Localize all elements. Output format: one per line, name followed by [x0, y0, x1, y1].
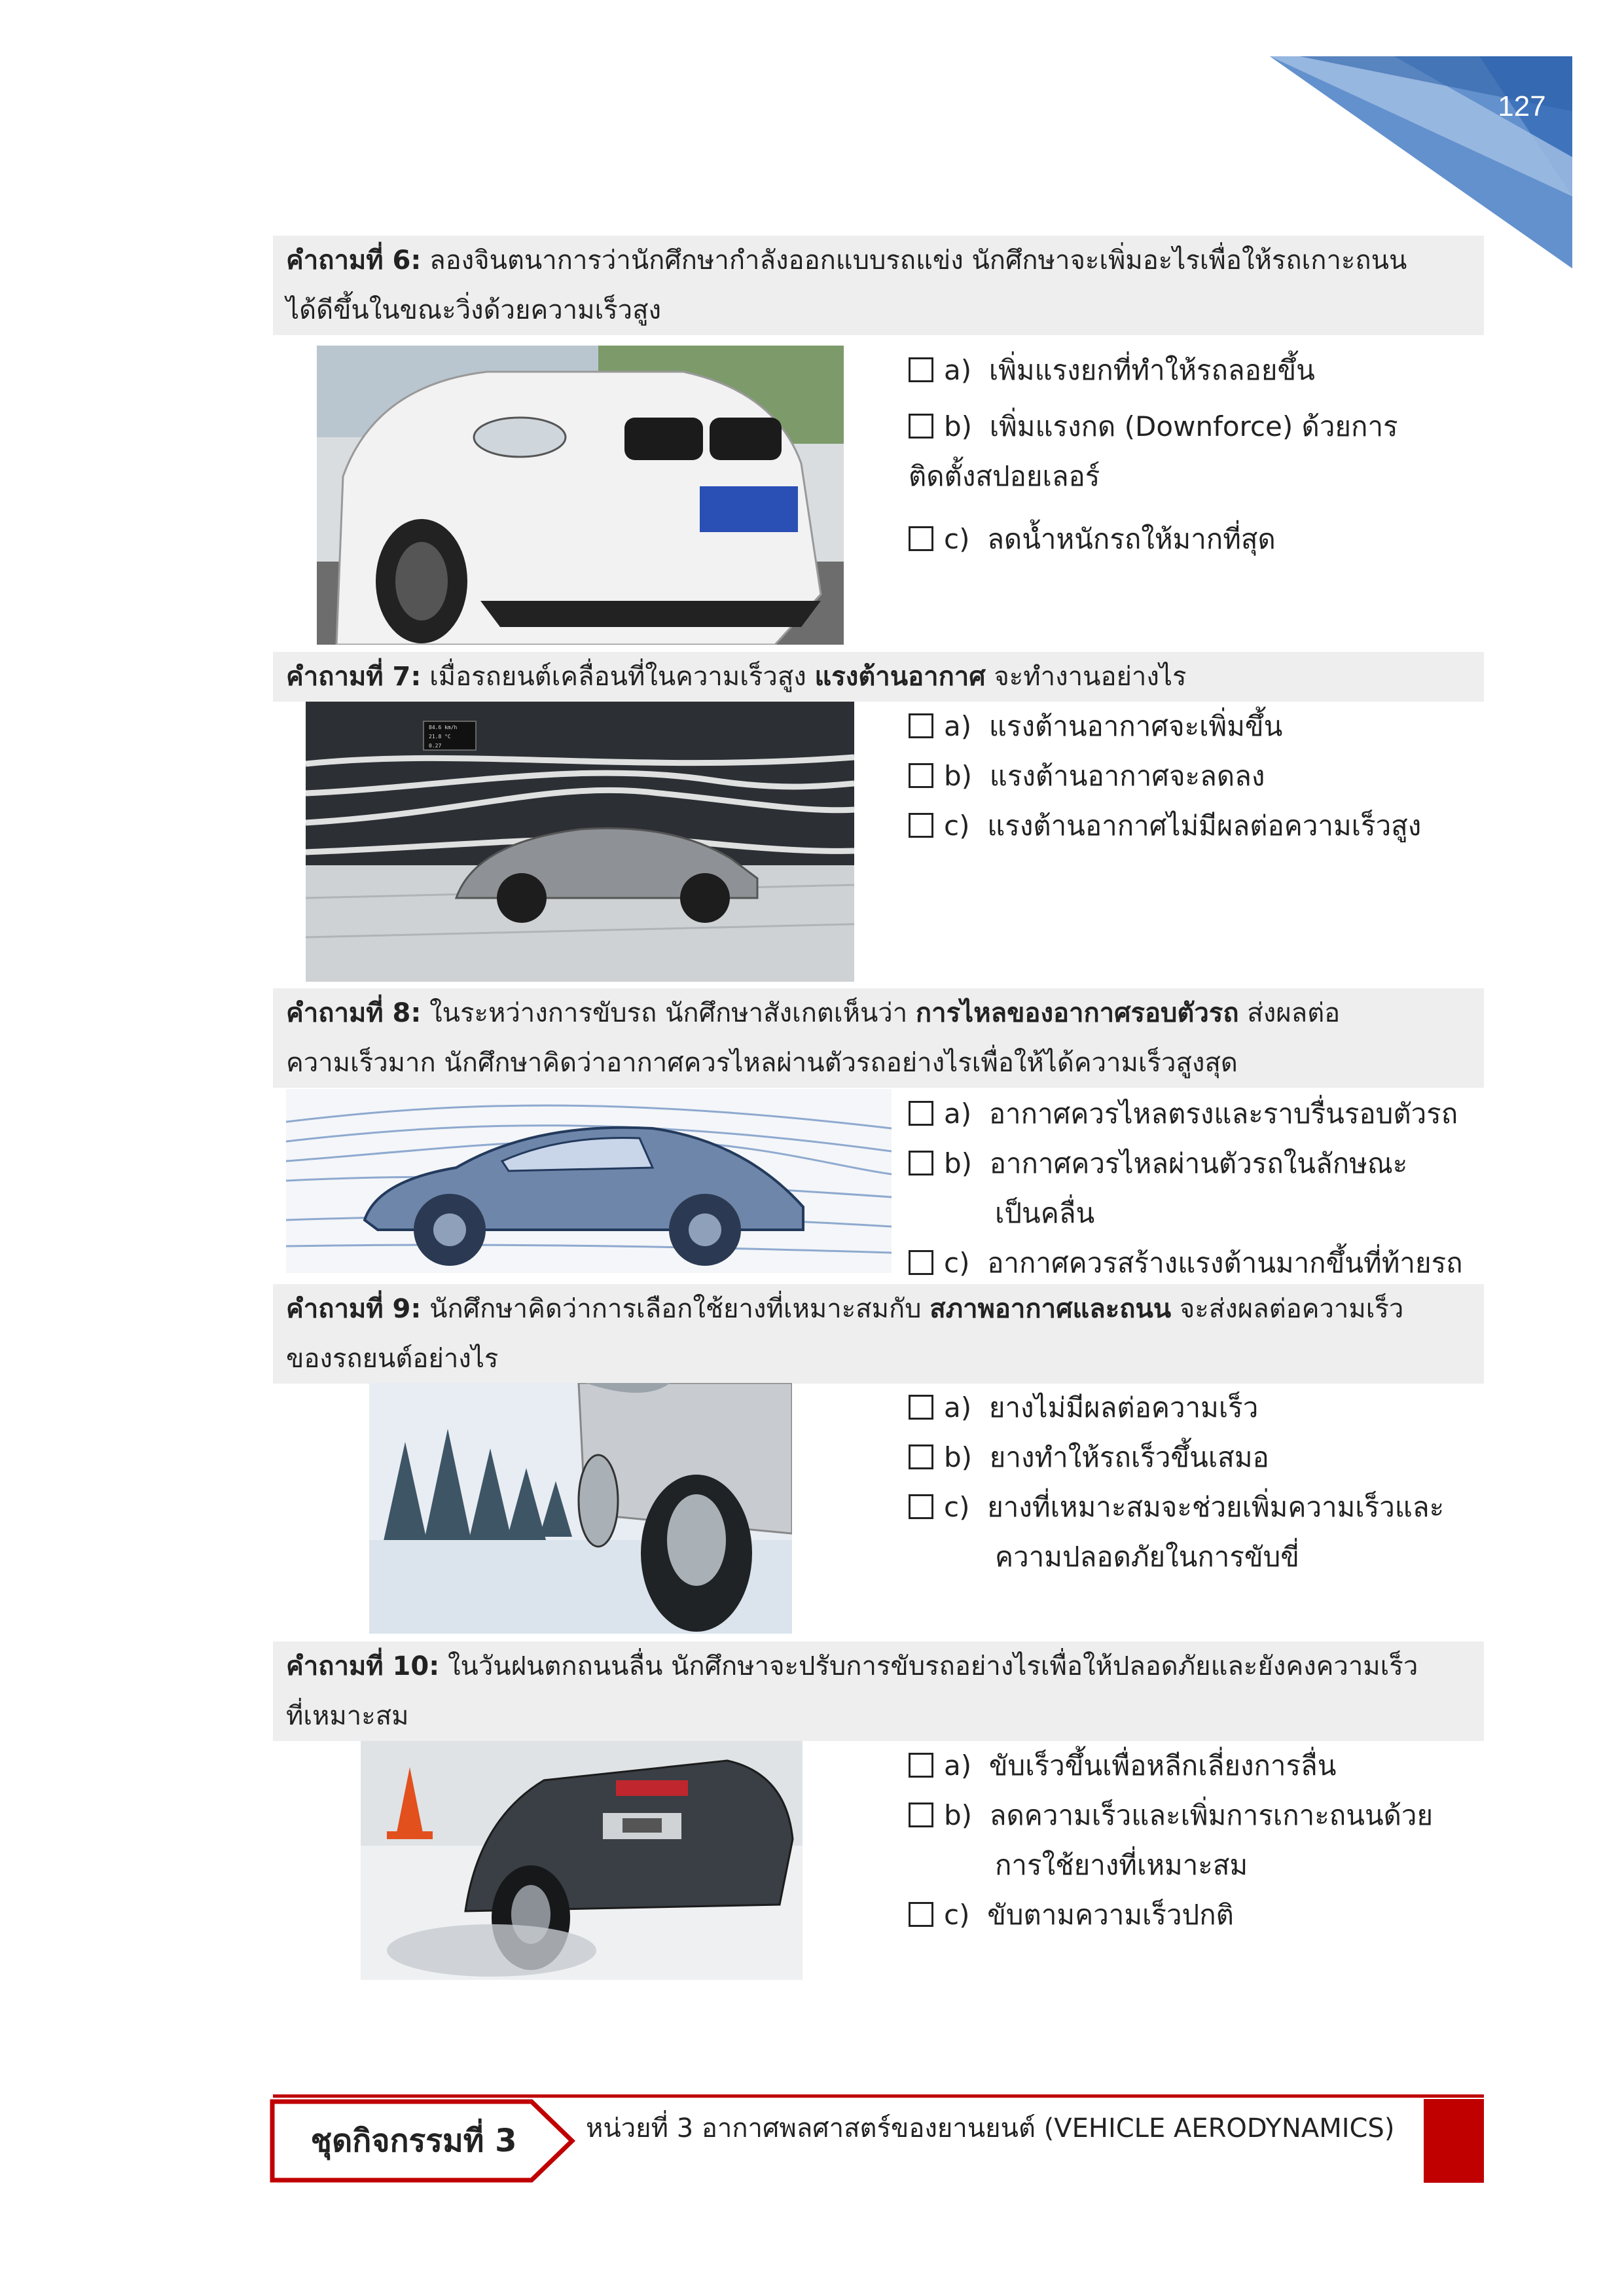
checkbox[interactable] [909, 414, 933, 439]
option-text: เพิ่มแรงยกที่ทำให้รถลอยขึ้น [988, 354, 1315, 386]
question-keyword: แรงต้านอากาศ [814, 662, 986, 692]
page-number: 127 [1498, 90, 1546, 122]
option-letter: c) [944, 1899, 970, 1931]
checkbox[interactable] [909, 813, 933, 838]
question-keyword: การไหลของอากาศรอบตัวรถ [915, 998, 1239, 1028]
option-text: ขับเร็วขึ้นเพื่อหลีกเลี่ยงการลื่น [988, 1749, 1337, 1782]
q8-option-c[interactable] [909, 1238, 1485, 1288]
option-letter: c) [944, 810, 970, 842]
checkbox[interactable] [909, 526, 933, 551]
q7-option-c[interactable] [909, 801, 1485, 851]
checkbox[interactable] [909, 1101, 933, 1126]
checkbox[interactable] [909, 1902, 933, 1927]
option-text: แรงต้านอากาศไม่มีผลต่อความเร็วสูง [987, 810, 1422, 842]
q6-option-b[interactable] [909, 402, 1485, 501]
photo-wind-tunnel-car [306, 702, 854, 982]
q7-option-b[interactable] [909, 751, 1485, 801]
q6-option-c[interactable] [909, 514, 1485, 564]
q10-option-b[interactable] [909, 1791, 1485, 1890]
question-keyword: สภาพอากาศและถนน [929, 1294, 1172, 1324]
option-text-continued: ความปลอดภัยในการขับขี่ [995, 1541, 1300, 1573]
q8-option-a[interactable] [909, 1089, 1485, 1139]
checkbox[interactable] [909, 1753, 933, 1778]
option-text: ขับตามความเร็วปกติ [987, 1899, 1234, 1931]
option-text: เพิ่มแรงกด (Downforce) ด้วยการ [989, 410, 1398, 442]
option-letter: b) [944, 760, 973, 792]
option-letter: a) [944, 354, 972, 386]
readout-value: 0.27 [429, 743, 442, 749]
option-letter: a) [944, 1098, 972, 1130]
question-10-prompt [273, 1641, 1484, 1741]
question-text-line: ได้ดีขึ้นในขณะวิ่งด้วยความเร็วสูง [286, 295, 662, 325]
question-text-line: ลองจินตนาการว่านักศึกษากำลังออกแบบรถแข่ง นักศึกษาจะเพิ่มอะไรเพื่อให้รถเกาะถนน [429, 245, 1407, 276]
question-text: ส่งผลต่อ [1238, 998, 1341, 1028]
q10-option-c[interactable] [909, 1890, 1485, 1940]
photo-winter-tire [369, 1383, 792, 1634]
option-letter: a) [944, 1391, 972, 1424]
question-8-prompt [273, 988, 1484, 1088]
option-text: อากาศควรสร้างแรงต้านมากขึ้นที่ท้ายรถ [987, 1247, 1463, 1279]
question-text-line: ความเร็วมาก นักศึกษาคิดว่าอากาศควรไหลผ่านตัวรถอย่างไรเพื่อให้ได้ความเร็วสูงสุด [286, 1048, 1238, 1078]
option-text: ยางไม่มีผลต่อความเร็ว [988, 1391, 1259, 1424]
footer-red-block [1424, 2099, 1484, 2183]
checkbox[interactable] [909, 1395, 933, 1420]
checkbox[interactable] [909, 713, 933, 738]
readout-temperature: 21.8 °C [429, 734, 451, 740]
option-text: อากาศควรไหลตรงและราบรื่นรอบตัวรถ [988, 1098, 1458, 1130]
question-text: จะทำงานอย่างไร [985, 662, 1187, 692]
question-text: จะส่งผลต่อความเร็ว [1171, 1294, 1404, 1324]
q9-option-b[interactable] [909, 1433, 1485, 1482]
q6-option-a[interactable] [909, 346, 1485, 395]
q9-option-c[interactable] [909, 1482, 1485, 1582]
checkbox[interactable] [909, 763, 933, 788]
question-label: คำถามที่ 8: [286, 998, 422, 1028]
corner-decoration [0, 0, 1624, 275]
question-label: คำถามที่ 6: [286, 245, 422, 276]
checkbox[interactable] [909, 1444, 933, 1469]
question-text: เมื่อรถยนต์เคลื่อนที่ในความเร็วสูง [429, 662, 815, 692]
option-text: แรงต้านอากาศจะลดลง [989, 760, 1265, 792]
option-text: ลดความเร็วและเพิ่มการเกาะถนนด้วย [989, 1799, 1434, 1831]
option-letter: a) [944, 1749, 972, 1782]
option-letter: c) [944, 523, 970, 555]
option-text-continued: ติดตั้งสปอยเลอร์ [909, 460, 1100, 492]
option-text-continued: การใช้ยางที่เหมาะสม [995, 1849, 1248, 1881]
activity-set-label: ชุดกิจกรรมที่ 3 [310, 2123, 517, 2159]
question-6-prompt [273, 236, 1484, 335]
question-label: คำถามที่ 9: [286, 1294, 422, 1324]
photo-car-on-wet-road [361, 1741, 803, 1980]
option-letter: b) [944, 1147, 973, 1179]
question-text: ในระหว่างการขับรถ นักศึกษาสังเกตเห็นว่า [429, 998, 916, 1028]
q10-option-a[interactable] [909, 1741, 1485, 1791]
question-label: คำถามที่ 10: [286, 1651, 440, 1681]
question-text-line: ที่เหมาะสม [286, 1701, 409, 1731]
option-letter: b) [944, 1441, 973, 1473]
question-9-prompt [273, 1284, 1484, 1384]
q8-option-b[interactable] [909, 1139, 1485, 1238]
option-text: ยางทำให้รถเร็วขึ้นเสมอ [989, 1441, 1269, 1473]
option-letter: c) [944, 1491, 970, 1523]
q9-option-a[interactable] [909, 1383, 1485, 1433]
option-letter: b) [944, 1799, 973, 1831]
option-letter: b) [944, 410, 973, 442]
option-text: แรงต้านอากาศจะเพิ่มขึ้น [988, 710, 1283, 742]
question-text-line: ของรถยนต์อย่างไร [286, 1344, 499, 1374]
question-7-prompt [273, 652, 1484, 702]
checkbox[interactable] [909, 357, 933, 382]
question-text: นักศึกษาคิดว่าการเลือกใช้ยางที่เหมาะสมกับ [429, 1294, 930, 1324]
activity-set-badge [270, 2099, 577, 2183]
option-text: อากาศควรไหลผ่านตัวรถในลักษณะ [989, 1147, 1408, 1179]
question-text-line: ในวันฝนตกถนนลื่น นักศึกษาจะปรับการขับรถอย่างไรเพื่อให้ปลอดภัยและยังคงความเร็ว [447, 1651, 1418, 1681]
photo-airflow-sketch [286, 1089, 892, 1273]
unit-title: หน่วยที่ 3 อากาศพลศาสตร์ของยานยนต์ (VEHICLE AERODYNAMICS) [586, 2113, 1395, 2144]
footer-rule [273, 2094, 1484, 2098]
checkbox[interactable] [909, 1494, 933, 1519]
photo-white-car-front [317, 346, 844, 645]
checkbox[interactable] [909, 1803, 933, 1827]
option-letter: c) [944, 1247, 970, 1279]
checkbox[interactable] [909, 1250, 933, 1275]
option-text: ลดน้ำหนักรถให้มากที่สุด [987, 523, 1276, 555]
option-text: ยางที่เหมาะสมจะช่วยเพิ่มความเร็วและ [987, 1491, 1445, 1523]
option-text-continued: เป็นคลื่น [995, 1197, 1095, 1229]
q7-option-a[interactable] [909, 702, 1485, 751]
checkbox[interactable] [909, 1151, 933, 1175]
readout-speed: 84.6 km/h [429, 725, 458, 730]
question-label: คำถามที่ 7: [286, 662, 422, 692]
option-letter: a) [944, 710, 972, 742]
